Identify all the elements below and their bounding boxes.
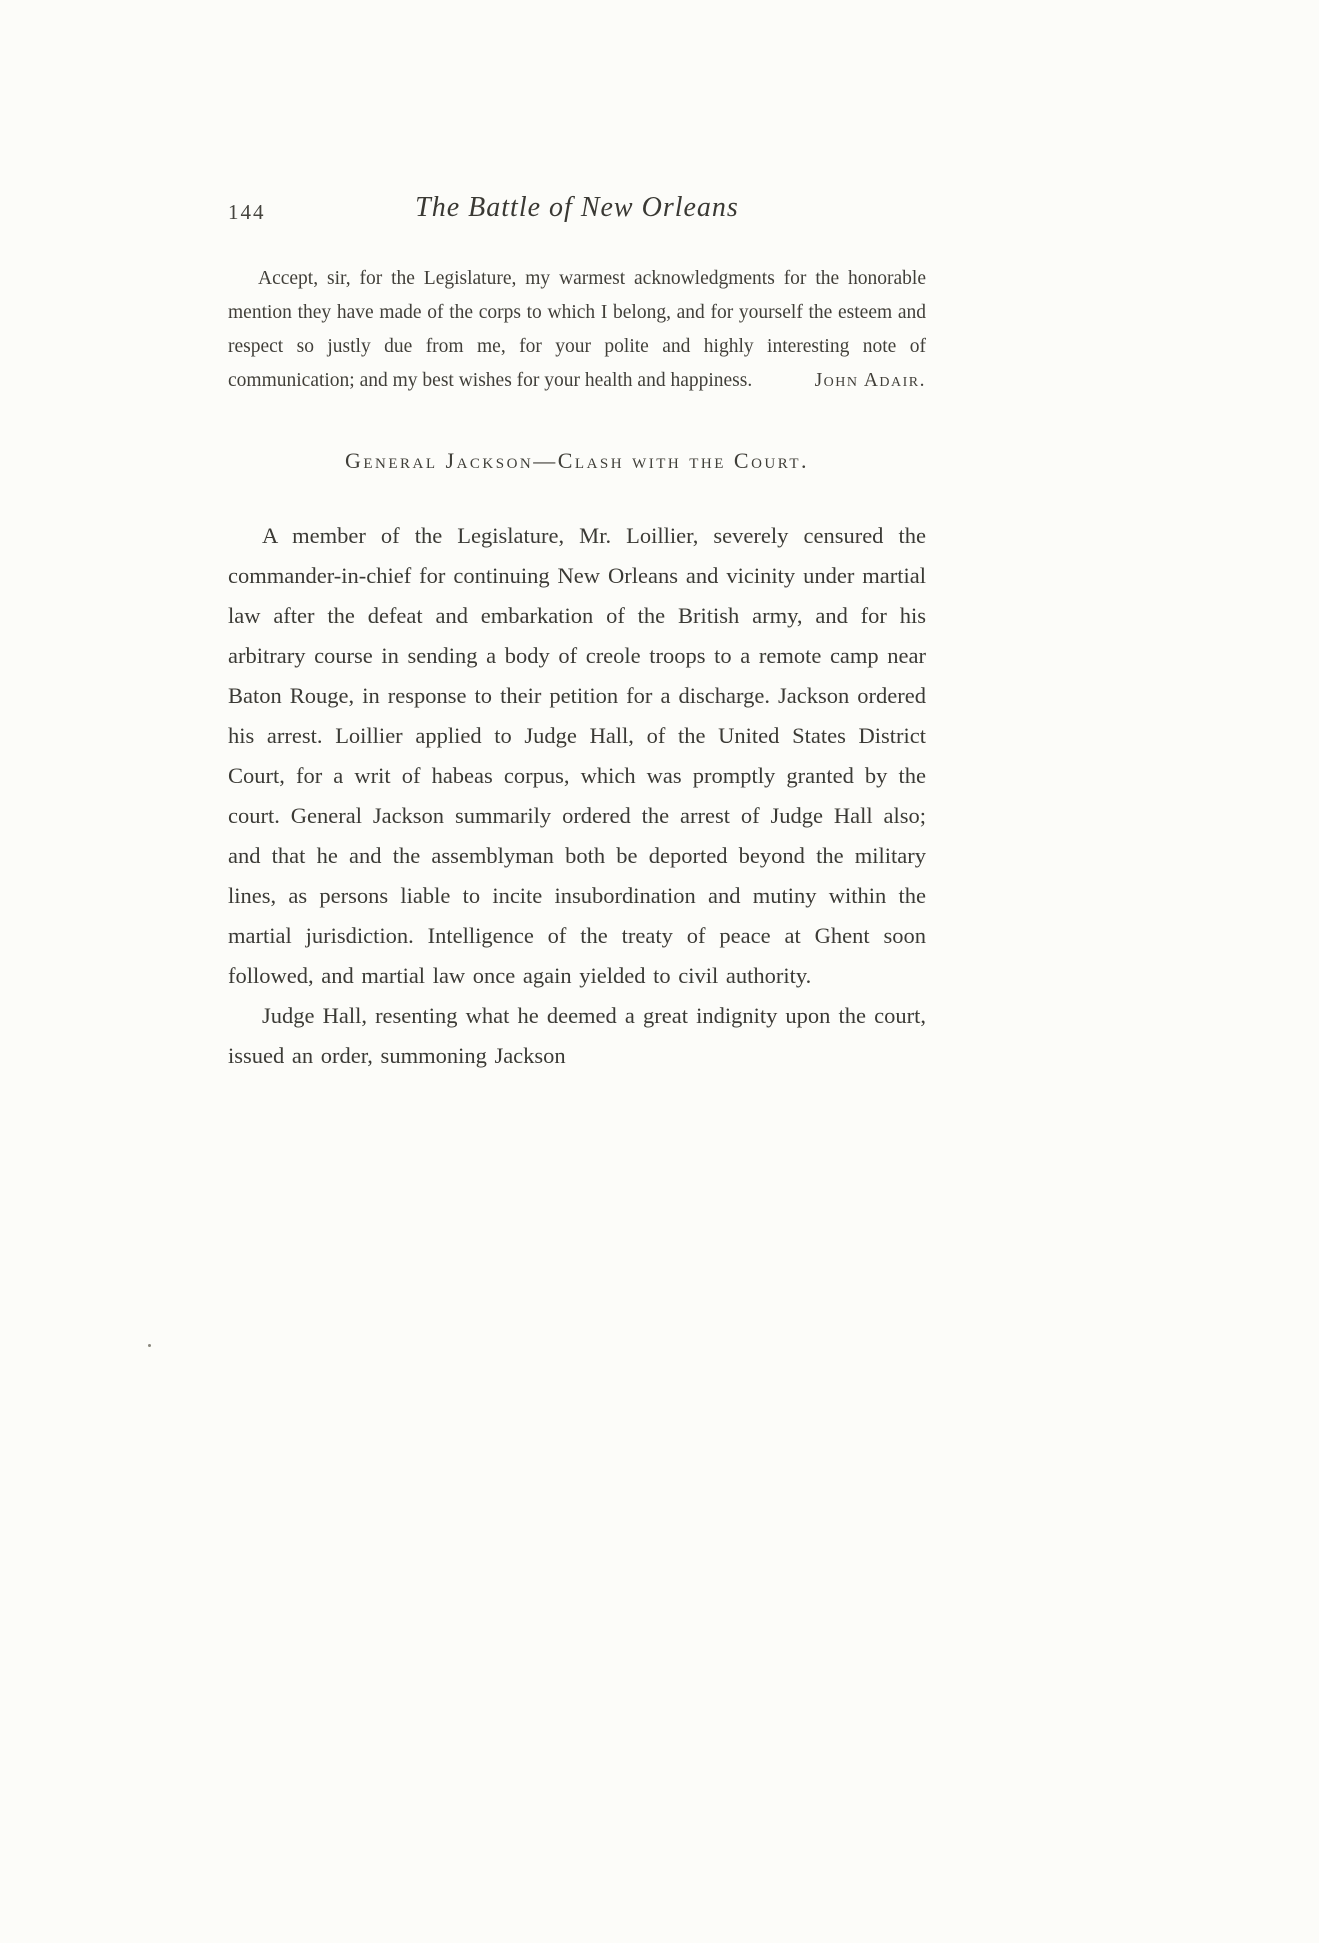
text-block: [228, 192, 926, 1076]
paragraph-judge-hall: Judge Hall, resenting what he deemed a great indignity upon the court, issued an order, summoning Jackson: [228, 1003, 926, 1068]
page-number: 144: [228, 200, 266, 224]
section-heading: General Jackson—Clash with the Court.: [344, 448, 810, 473]
running-title: The Battle of New Orleans: [415, 192, 739, 223]
scan-speck: [148, 1344, 151, 1347]
letter-body: Accept, sir, for the Legislature, my warmest acknowledgments for the honorable mention they have made of the corps to which I belong, and for yourself the esteem and respect so justly due from me, for your polite and highly interesting note of communication; and my best wishes for your health and happiness.: [228, 268, 926, 391]
paragraph-jackson-clash: A member of the Legislature, Mr. Loillier, severely censured the commander-in-chief for continuing New Orleans and vicinity under martial law after the defeat and embarkation of the British army, and for his arbitrary course in sending a body of creole troops to a remote camp near Baton Rouge, in response to their petition for a discharge. Jackson ordered his arrest. Loillier applied to Judge Hall, of the United States District Court, for a writ of habeas corpus, which was promptly granted by the court. General Jackson summarily ordered the arrest of Judge Hall also; and that he and the assemblyman both be deported beyond the military lines, as persons liable to incite insubordination and mutiny within the martial jurisdiction. Intelligence of the treaty of peace at Ghent soon followed, and martial law once again yielded to civil authority.: [228, 523, 926, 988]
letter-signature: John Adair.: [814, 370, 926, 391]
letter-paragraph: [228, 262, 926, 398]
page-header: [228, 192, 926, 236]
